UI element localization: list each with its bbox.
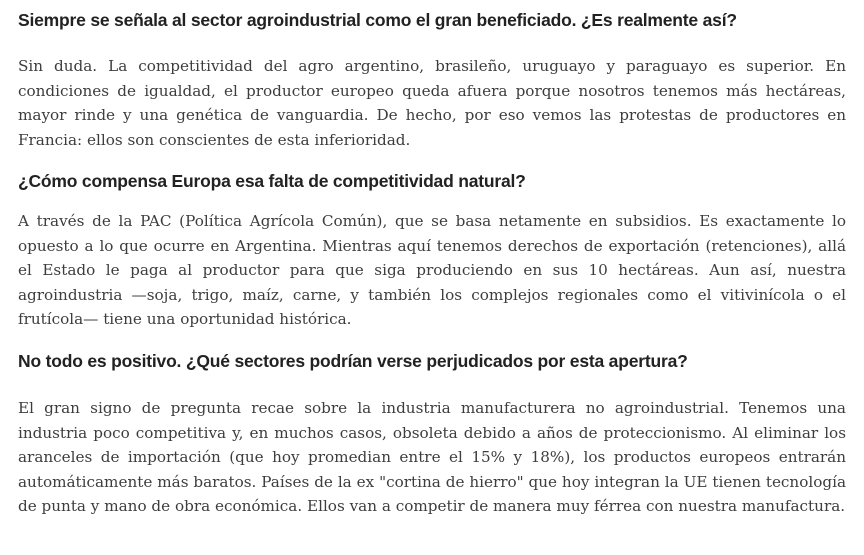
question-heading: No todo es positivo. ¿Qué sectores podrían verse perjudicados por esta apertura?	[18, 351, 688, 371]
answer-paragraph: Sin duda. La competitividad del agro argentino, brasileño, uruguayo y paraguayo es superior. En condiciones de igualdad, el productor europeo queda afuera porque nosotros tenemos más hectáreas, mayor rinde y una genética de vanguardia. De hecho, por eso vemos las protestas de productores en Francia: ellos son conscientes de esta inferioridad.	[18, 57, 846, 149]
answer-paragraph: A través de la PAC (Política Agrícola Común), que se basa netamente en subsidios. Es exactamente lo opuesto a lo que ocurre en Argentina. Mientras aquí tenemos derechos de exportación (retenciones), allá el Estado le paga al productor para que siga produciendo en sus 10 hectáreas. Aun así, nuestra agroindustria —soja, trigo, maíz, carne, y también los complejos regionales como el vitivinícola o el frutícola— tiene una oportunidad histórica.	[18, 212, 846, 328]
question-heading: ¿Cómo compensa Europa esa falta de competitividad natural?	[18, 171, 526, 191]
question-heading: Siempre se señala al sector agroindustrial como el gran beneficiado. ¿Es realmente así?	[18, 10, 737, 30]
answer-paragraph: El gran signo de pregunta recae sobre la industria manufacturera no agroindustrial. Tenemos una industria poco competitiva y, en muchos casos, obsoleta debido a años de proteccionismo. Al eliminar los aranceles de importación (que hoy promedian entre el 15% y 18%), los productos europeos entrarán automáticamente más baratos. Países de la ex "cortina de hierro" que hoy integran la UE tienen tecnología de punta y mano de obra económica. Ellos van a competir de manera muy férrea con nuestra manufactura.	[18, 399, 846, 515]
